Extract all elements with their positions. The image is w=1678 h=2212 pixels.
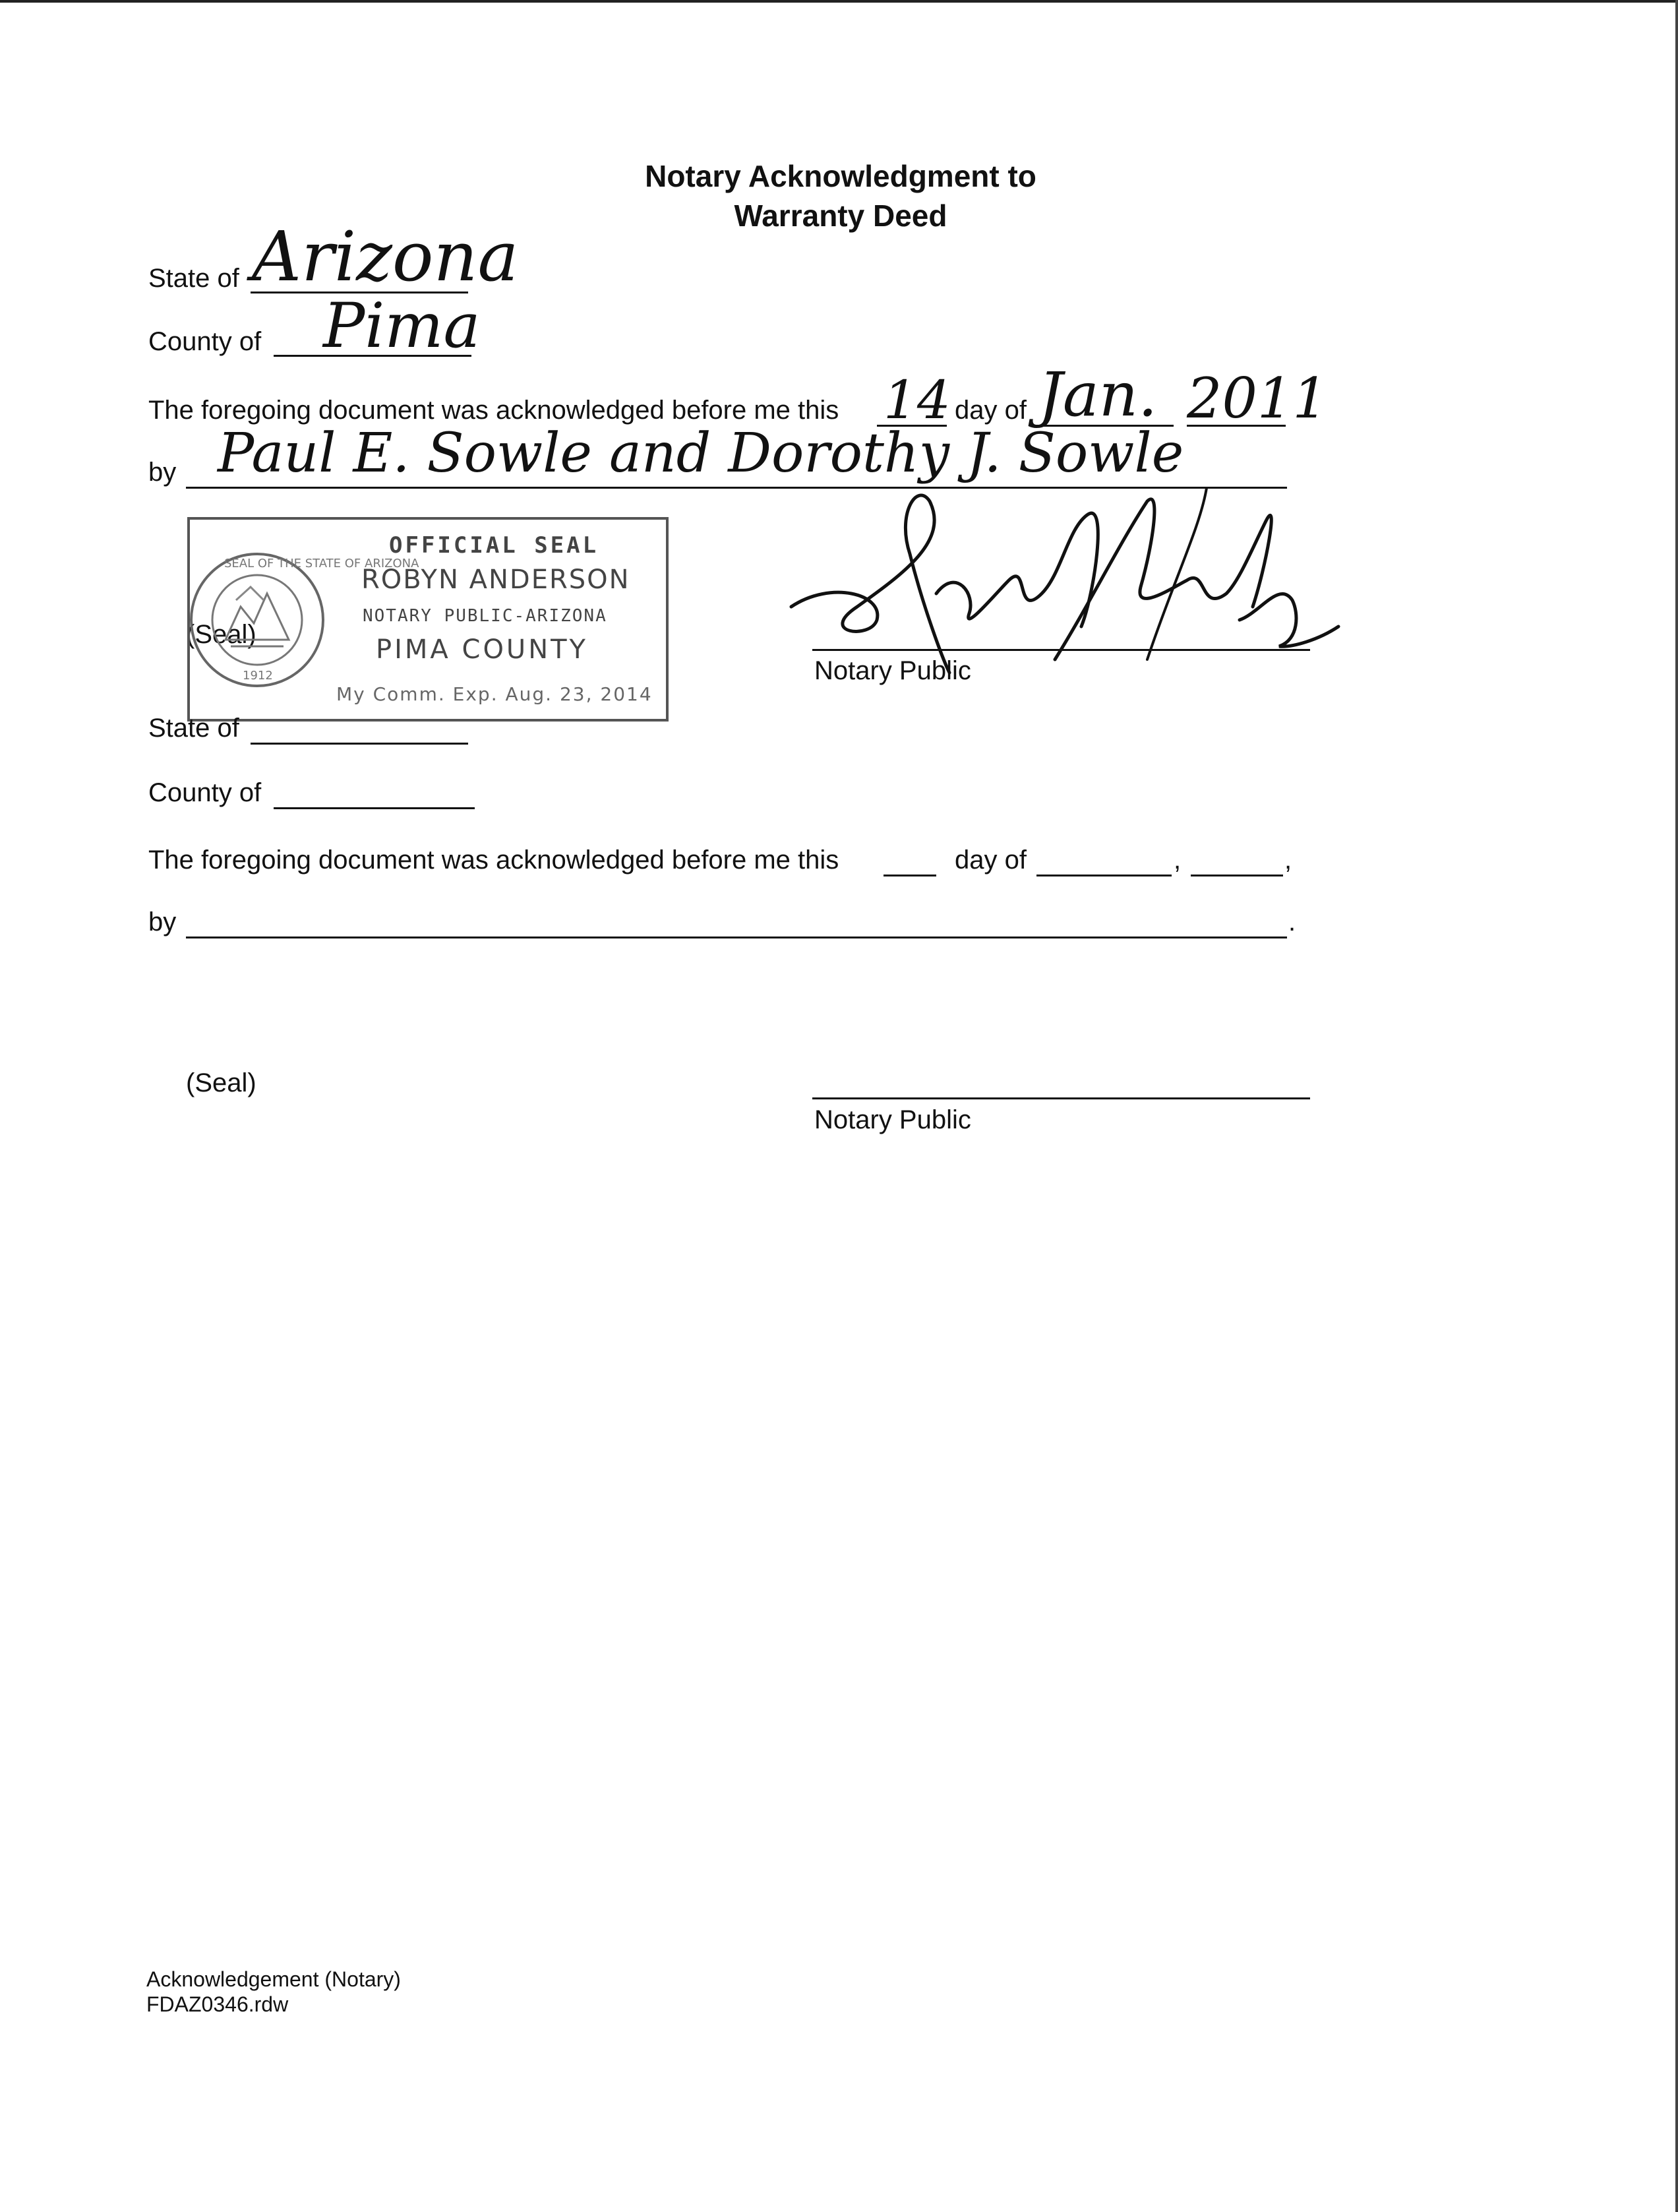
month-handwritten-value: Jan. xyxy=(1038,359,1158,430)
document-title-line2: Warranty Deed xyxy=(734,199,947,233)
scan-edge-top xyxy=(0,0,1678,3)
month-underline-2 xyxy=(1036,875,1172,876)
footer-line2: FDAZ0346.rdw xyxy=(146,1992,289,2016)
notary-public-label-2: Notary Public xyxy=(814,1105,971,1134)
official-seal-stamp xyxy=(185,514,673,725)
day-of-label-2: day of xyxy=(955,845,1027,875)
day-underline-2 xyxy=(884,875,936,876)
emblem-year: 1912 xyxy=(243,669,273,683)
by-label: by xyxy=(148,458,177,487)
notary-signature xyxy=(778,462,1345,686)
by-underline-2 xyxy=(186,937,1287,938)
year-handwritten-value: 2011 xyxy=(1187,366,1328,431)
state-underline-2 xyxy=(251,743,468,745)
stamp-line1: OFFICIAL SEAL xyxy=(389,532,599,559)
stamp-line2: ROBYN ANDERSON xyxy=(361,565,630,595)
period-2: . xyxy=(1288,907,1296,937)
county-underline-2 xyxy=(274,807,475,809)
seal-label: (Seal) xyxy=(186,620,256,649)
notary-signature-line-2 xyxy=(812,1097,1310,1099)
footer-line1: Acknowledgement (Notary) xyxy=(146,1967,401,1991)
year-underline-2 xyxy=(1191,875,1283,876)
state-handwritten-value: Arizona xyxy=(252,216,519,297)
stamp-line5: My Comm. Exp. Aug. 23, 2014 xyxy=(336,683,653,705)
seal-label-2: (Seal) xyxy=(186,1068,256,1097)
stamp-line4: PIMA COUNTY xyxy=(376,634,588,665)
stamp-line3: NOTARY PUBLIC-ARIZONA xyxy=(363,606,607,626)
county-label-2: County of xyxy=(148,778,262,807)
notary-public-label: Notary Public xyxy=(814,656,971,685)
emblem-text: SEAL OF THE STATE OF ARIZONA xyxy=(224,557,419,570)
day-handwritten-value: 14 xyxy=(884,369,951,431)
comma-3: , xyxy=(1284,845,1292,875)
county-handwritten-value: Pima xyxy=(323,290,481,362)
state-label: State of xyxy=(148,264,239,293)
acknowledged-text: The foregoing document was acknowledged before me this xyxy=(148,396,839,425)
document-title-line1: Notary Acknowledgment to xyxy=(645,159,1036,193)
comma-2: , xyxy=(1174,845,1182,875)
by-handwritten-value: Paul E. Sowle and Dorothy J. Sowle xyxy=(218,422,1184,485)
document-footer xyxy=(146,1967,401,2017)
county-label: County of xyxy=(148,327,262,356)
day-of-label: day of xyxy=(955,396,1027,425)
scan-edge-right xyxy=(1675,0,1678,2212)
by-label-2: by xyxy=(148,907,177,937)
acknowledged-text-2: The foregoing document was acknowledged before me this xyxy=(148,845,839,875)
state-label-2: State of xyxy=(148,714,239,743)
